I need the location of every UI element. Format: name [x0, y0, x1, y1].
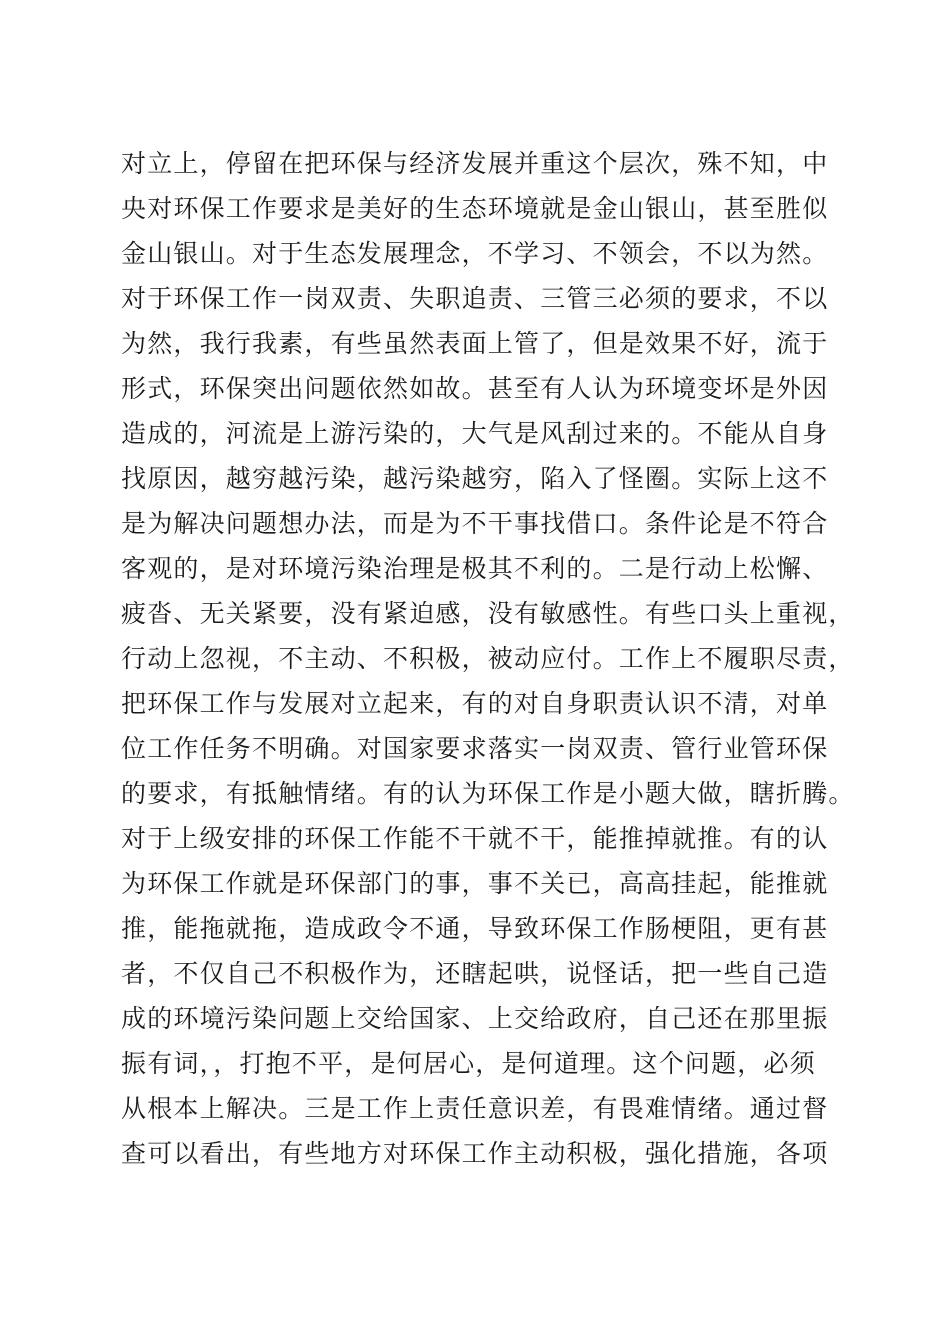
text-line: 推，能拖就拖，造成政令不通，导致环保工作肠梗阻，更有甚 [121, 914, 829, 943]
text-line: 央对环保工作要求是美好的生态环境就是金山银山，甚至胜似 [121, 194, 829, 223]
text-line: 的要求，有抵触情绪。有的认为环保工作是小题大做，瞎折腾。 [121, 779, 855, 808]
text-line: 成的环境污染问题上交给国家、上交给政府，自己还在那里振 [121, 1004, 829, 1033]
text-line: 查可以看出，有些地方对环保工作主动积极，强化措施，各项 [121, 1139, 829, 1168]
text-line: 找原因，越穷越污染，越污染越穷，陷入了怪圈。实际上这不 [121, 464, 829, 493]
text-line: 是为解决问题想办法，而是为不干事找借口。条件论是不符合 [121, 509, 829, 538]
text-line: 从根本上解决。三是工作上责任意识差，有畏难情绪。通过督 [121, 1094, 829, 1123]
text-line: 对于环保工作一岗双责、失职追责、三管三必须的要求，不以 [121, 284, 829, 313]
text-line: 把环保工作与发展对立起来，有的对自身职责认识不清，对单 [121, 689, 829, 718]
text-line: 位工作任务不明确。对国家要求落实一岗双责、管行业管环保 [121, 734, 829, 763]
text-line: 者，不仅自己不积极作为，还瞎起哄，说怪话，把一些自己造 [121, 959, 829, 988]
text-line: 为然，我行我素，有些虽然表面上管了，但是效果不好，流于 [121, 329, 829, 358]
text-line: 客观的，是对环境污染治理是极其不利的。二是行动上松懈、 [121, 554, 829, 583]
body-text [121, 141, 855, 1176]
text-line: 对立上，停留在把环保与经济发展并重这个层次，殊不知，中 [121, 149, 829, 178]
text-line: 形式，环保突出问题依然如故。甚至有人认为环境变坏是外因 [121, 374, 829, 403]
text-line: 金山银山。对于生态发展理念，不学习、不领会，不以为然。 [121, 239, 829, 268]
text-line: 对于上级安排的环保工作能不干就不干，能推掉就推。有的认 [121, 824, 829, 853]
text-line: 造成的，河流是上游污染的，大气是风刮过来的。不能从自身 [121, 419, 829, 448]
text-line: 行动上忽视，不主动、不积极，被动应付。工作上不履职尽责， [121, 644, 855, 673]
text-line: 振有词，，打抱不平，是何居心，是何道理。这个问题，必须 [121, 1049, 816, 1078]
text-line: 为环保工作就是环保部门的事，事不关已，高高挂起，能推就 [121, 869, 829, 898]
text-line: 疲沓、无关紧要，没有紧迫感，没有敏感性。有些口头上重视， [121, 599, 855, 628]
